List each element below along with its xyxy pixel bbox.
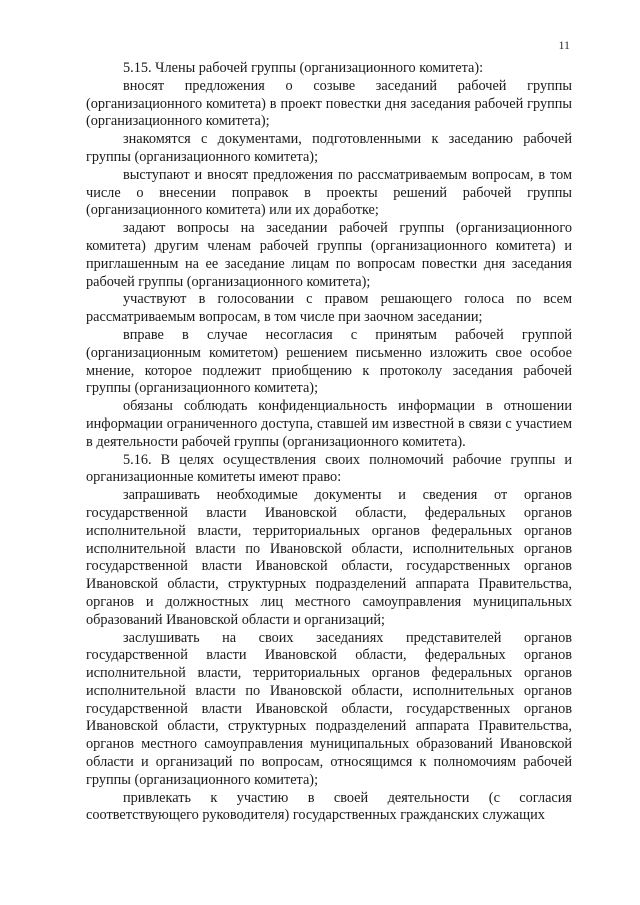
- paragraph-voting: участвуют в голосовании с правом решающего голоса по всем рассматриваемым вопросам, в том числе при заочном заседании;: [86, 291, 572, 326]
- document-body: [86, 60, 572, 825]
- paragraph-5-16-heading: 5.16. В целях осуществления своих полномочий рабочие группы и организационные комитеты имеют право:: [86, 451, 572, 486]
- paragraph-ask-questions: задают вопросы на заседании рабочей группы (организационного комитета) другим членам рабочей группы (организационного комитета) и приглашенным на ее заседание лицам по вопросам повестки дня заседания рабочей группы (организационного комитета);: [86, 220, 572, 290]
- paragraph-5-15-heading: 5.15. Члены рабочей группы (организационного комитета):: [123, 60, 484, 76]
- paragraph-hear-representatives: заслушивать на своих заседаниях представителей органов государственной власти Ивановской области, федеральных органов исполнительной власти, территориальных органов федеральных органов исполнительной власти по Ивановской области, исполнительных органов государственной власти Ивановской области, государственных органов Ивановской области, структурных подразделений аппарата Правительства, органов местного самоуправления муниципальных образований Ивановской области и организаций по вопросам, относящимся к полномочиям рабочей группы (организационного комитета);: [86, 629, 572, 788]
- paragraph-request-documents: запрашивать необходимые документы и сведения от органов государственной власти Ивановской области, федеральных органов исполнительной власти, территориальных органов федеральных органов исполнительной власти по Ивановской области, исполнительных органов государственной власти Ивановской области, государственных органов Ивановской области, структурных подразделений аппарата Правительства, органов и должностных лиц местного самоуправления муниципальных образований Ивановской области и организаций;: [86, 487, 572, 628]
- paragraph-dissenting-opinion: вправе в случае несогласия с принятым рабочей группой (организационным комитетом) решением письменно изложить свое особое мнение, которое подлежит приобщению к протоколу заседания рабочей группы (организационного комитета);: [86, 326, 572, 397]
- paragraph-review-documents: знакомятся с документами, подготовленными к заседанию рабочей группы (организационного комитета);: [86, 131, 572, 165]
- paragraph-propose-meetings: вносят предложения о созыве заседаний рабочей группы (организационного комитета) в проект повестки дня заседания рабочей группы (организационного комитета);: [86, 77, 572, 130]
- paragraph-confidentiality: обязаны соблюдать конфиденциальность информации в отношении информации ограниченного доступа, ставшей им известной в связи с участием в деятельности рабочей группы (организационного комитета).: [86, 398, 572, 450]
- page-number: 11: [558, 38, 570, 52]
- paragraph-make-proposals: выступают и вносят предложения по рассматриваемым вопросам, в том числе о внесении поправок в проекты решений рабочей группы (организационного комитета) или их доработке;: [86, 166, 572, 219]
- paragraph-involve-staff: привлекать к участию в своей деятельности (с согласия соответствующего руководителя) государственных гражданских служащих: [86, 789, 572, 824]
